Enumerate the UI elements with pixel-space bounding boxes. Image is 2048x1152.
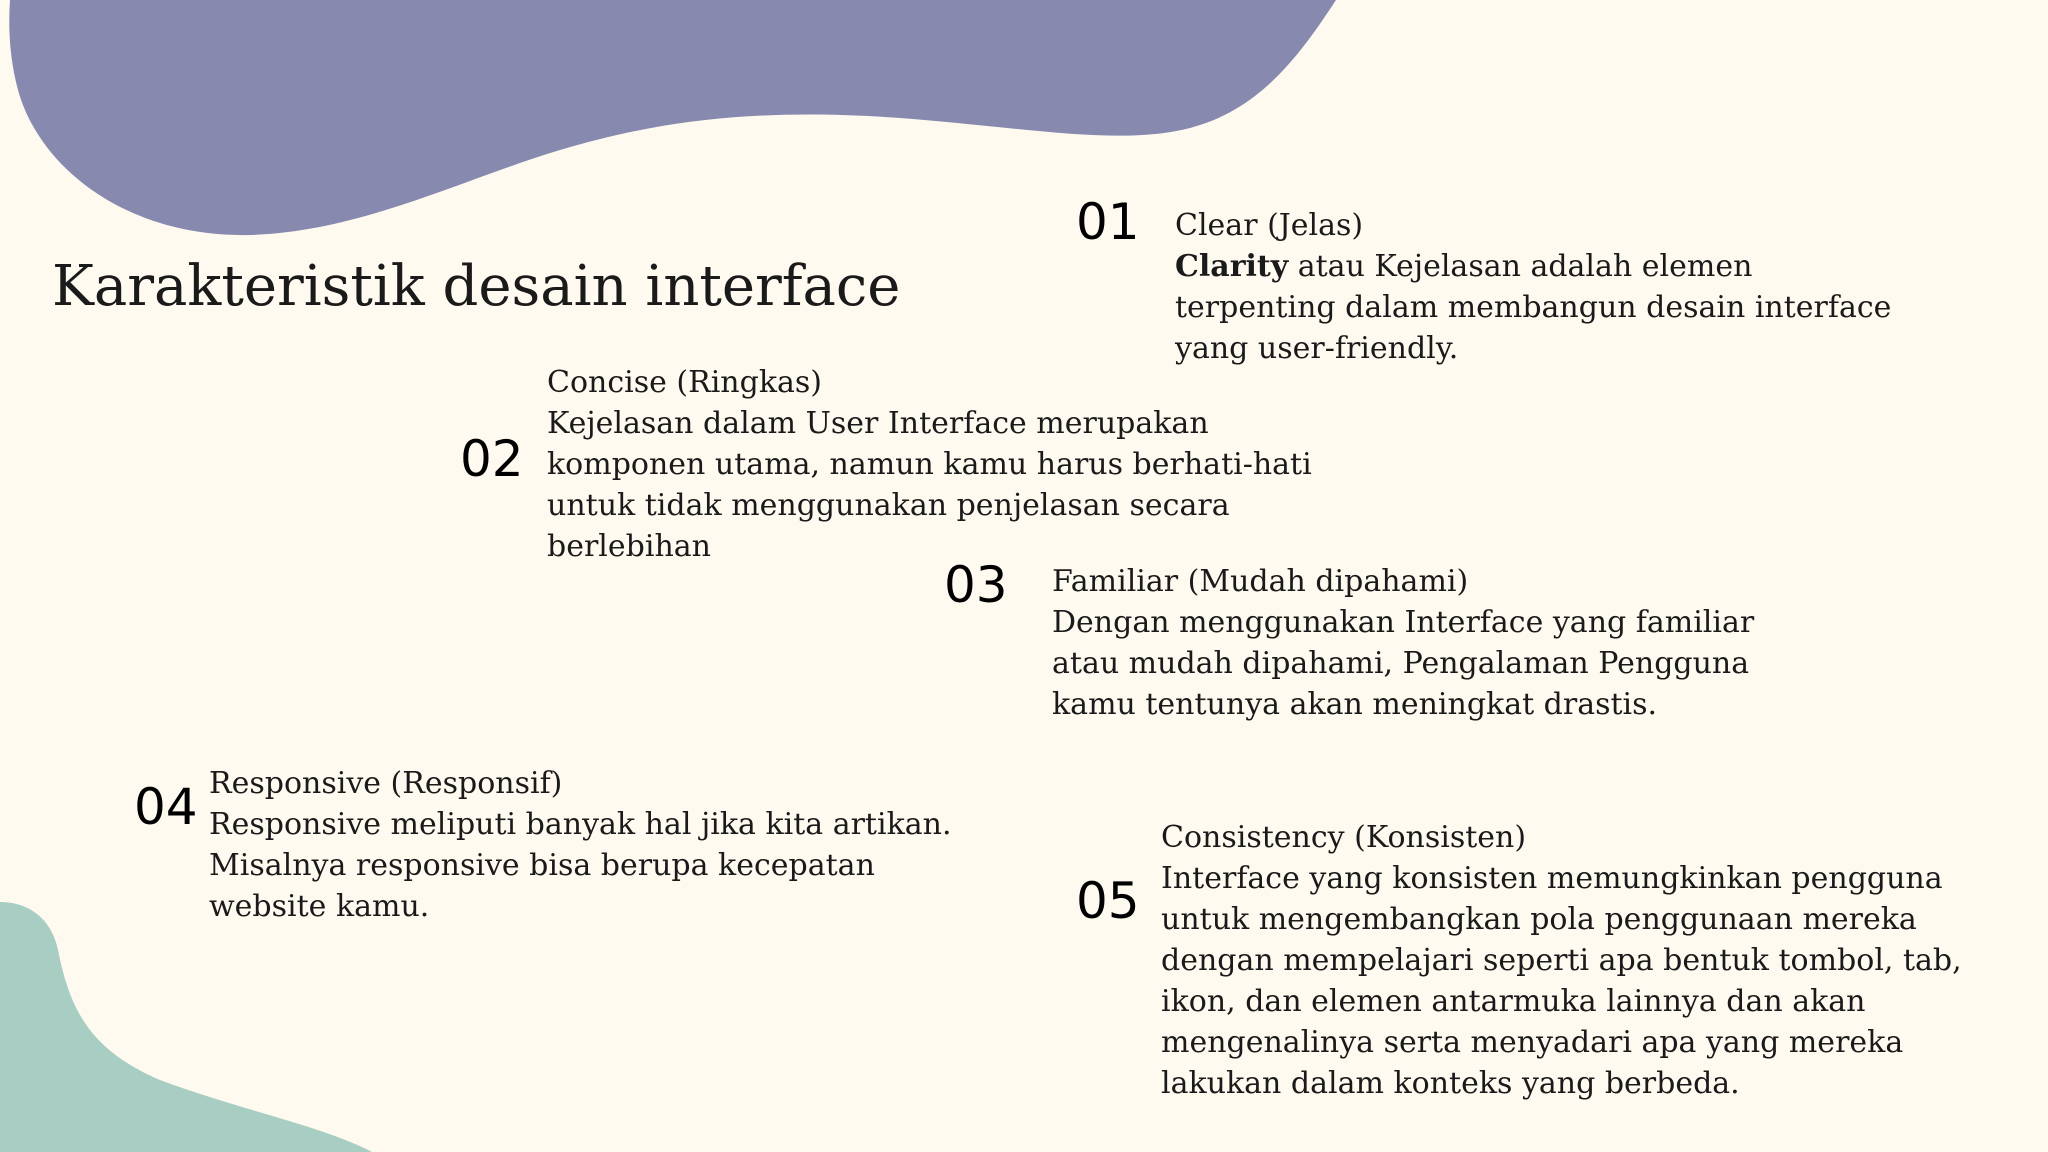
item-heading-02: Concise (Ringkas) (547, 365, 822, 400)
item-body-text-01: atau Kejelasan adalah elemen terpenting dalam membangun desain interface yang user-friendly. (1175, 249, 1892, 366)
item-number-05: 05 (1076, 872, 1140, 930)
item-block-04 (209, 763, 969, 927)
item-body-03: Dengan menggunakan Interface yang familiar atau mudah dipahami, Pengalaman Pengguna kamu tentunya akan meningkat drastis. (1052, 605, 1755, 722)
item-heading-03: Familiar (Mudah dipahami) (1052, 564, 1469, 599)
item-number-01: 01 (1076, 193, 1140, 251)
bottom-decorative-blob (0, 0, 380, 1152)
item-body-02: Kejelasan dalam User Interface merupakan komponen utama, namun kamu harus berhati-hati untuk tidak menggunakan penjelasan secara berlebihan (547, 406, 1312, 564)
item-number-02: 02 (460, 430, 524, 488)
item-number-03: 03 (944, 556, 1008, 614)
item-block-01 (1175, 205, 1895, 369)
item-number-04: 04 (134, 778, 198, 836)
item-body-04: Responsive meliputi banyak hal jika kita artikan. Misalnya responsive bisa berupa kecepatan website kamu. (209, 807, 952, 924)
item-block-05 (1161, 817, 2011, 1104)
slide-title: Karakteristik desain interface (52, 254, 901, 319)
item-body-01 (1175, 246, 1895, 369)
item-block-02 (547, 362, 1347, 567)
item-heading-01: Clear (Jelas) (1175, 208, 1364, 243)
item-bold-lead-01: Clarity (1175, 249, 1289, 284)
item-heading-04: Responsive (Responsif) (209, 766, 563, 801)
item-body-05: Interface yang konsisten memungkinkan pengguna untuk mengembangkan pola penggunaan mereka dengan mempelajari seperti apa bentuk tombol, tab, ikon, dan elemen antarmuka lainnya dan akan mengenalinya serta menyadari apa yang mereka lakukan dalam konteks yang berbeda. (1161, 861, 1962, 1101)
item-block-03 (1052, 561, 1812, 725)
item-heading-05: Consistency (Konsisten) (1161, 820, 1527, 855)
bottom-blob-shape (0, 902, 372, 1152)
